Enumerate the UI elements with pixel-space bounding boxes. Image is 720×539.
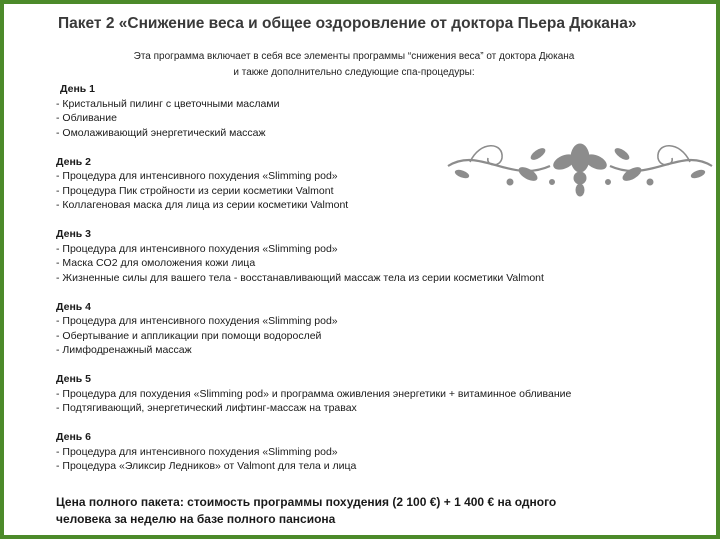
package-title: Пакет 2 «Снижение веса и общее оздоровление от доктора Пьера Дюкана» [58, 15, 637, 32]
day-2-title: День 2 [56, 155, 92, 168]
day-4-title: День 4 [56, 300, 92, 313]
ornament-berry [550, 180, 555, 185]
day-5-item: - Процедура для похудения «Slimming pod» и программа оживления энергетики + витаминное обливание [56, 387, 572, 400]
package-price [56, 494, 676, 528]
day-4-item: - Обертывание и аппликации при помощи водорослей [56, 329, 322, 342]
day-4-section [56, 300, 676, 358]
day-6-title: День 6 [56, 431, 92, 443]
intro-line-1: Эта программа включает в себя все элементы программы “снижения веса” от доктора Дюкана [133, 51, 575, 62]
day-3-item: - Жизненные силы для вашего тела - восстанавливающий массаж тела из серии косметики Valmont [56, 271, 544, 284]
day-3-title: День 3 [56, 228, 92, 240]
day-2-item: - Коллагеновая маска для лица из серии косметики Valmont [56, 199, 349, 211]
day-5-section [56, 372, 676, 416]
day-1-title: День 1 [60, 83, 96, 95]
ornament-vine-left [448, 160, 550, 171]
ornament-leaf [690, 169, 705, 179]
day-3-item: - Процедура для интенсивного похудения «Slimming pod» [56, 242, 338, 255]
ornament-leaf [529, 147, 546, 162]
day-2-item: - Процедура Пик стройности из серии косметики Valmont [56, 184, 334, 197]
ornament-leaf [613, 147, 630, 162]
day-4-item: - Лимфодренажный массаж [56, 344, 192, 356]
day-1-item: - Кристальный пилинг с цветочными маслами [56, 97, 280, 110]
day-2-item: - Процедура для интенсивного похудения «Slimming pod» [56, 170, 338, 182]
ornament-leaf [517, 165, 539, 183]
day-5-item: - Подтягивающий, энергетический лифтинг-массаж на травах [56, 402, 357, 414]
day-3-item: - Маска CO2 для омоложения кожи лица [56, 257, 256, 269]
day-6-section [56, 430, 676, 474]
floral-ornament [440, 132, 720, 198]
price-line-2: человека за неделю на базе полного пансиона [56, 512, 336, 526]
ornament-leaf [621, 165, 643, 183]
day-6-item: - Процедура для интенсивного похудения «Slimming pod» [56, 445, 338, 458]
ornament-bud [574, 172, 586, 184]
price-line-1: Цена полного пакета: стоимость программы похудения (2 100 €) + 1 400 € на одного [56, 495, 557, 509]
ornament-vine-right [610, 160, 712, 171]
day-1-item: - Омолаживающий энергетический массаж [56, 126, 266, 139]
day-6-item: - Процедура «Эликсир Ледников» от Valmont для тела и лица [56, 460, 357, 472]
intro-text [84, 49, 624, 81]
day-5-title: День 5 [56, 373, 92, 385]
day-4-item: - Процедура для интенсивного похудения «Slimming pod» [56, 315, 338, 327]
ornament-berry [647, 179, 653, 185]
ornament-berry [606, 180, 611, 185]
ornament-leaf [454, 169, 469, 179]
ornament-drop [576, 184, 584, 196]
day-3-section [56, 227, 676, 285]
ornament-berry [507, 179, 513, 185]
intro-line-2: и также дополнительно следующие спа-процедуры: [233, 67, 475, 78]
day-1-item: - Обливание [56, 112, 117, 124]
